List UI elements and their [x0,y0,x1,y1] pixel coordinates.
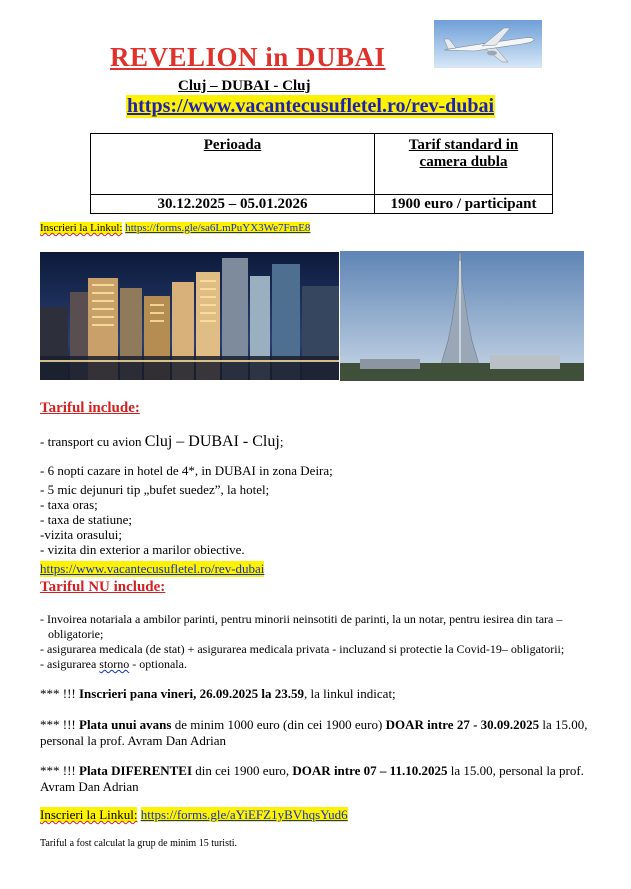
deadline-advance-payment [40,717,610,749]
signup-line-1 [40,222,310,234]
includes-item-transport-text: - transport cu avion [40,434,145,449]
footer-note: Tariful a fost calculat la grup de minim 15 turisti. [40,838,238,849]
deadline-3-rest: la 15.00, personal la prof. [447,763,584,778]
storno-word: storno [99,657,130,671]
signup-label-1: Inscrieri la Linkul: [40,222,123,234]
deadline-2-rest: la 15.00, [539,717,588,732]
deadline-1-prefix: *** !!! [40,686,79,701]
deadline-2-line-2: personal la prof. Avram Dan Adrian [40,733,227,748]
list-item: - 5 mic dejunuri tip „bufet suedez”, la hotel; [40,482,270,497]
excludes-title: Tariful NU include: [40,579,166,595]
rates-table [90,133,553,214]
list-item: - taxa de statiune; [40,512,133,527]
deadline-registration [40,686,396,702]
includes-item-transport-suffix: ; [279,434,284,449]
list-item: - Invoirea notariala a ambilor parinti, pentru minorii neinsotiti de parinti, la un notar, pentru iesirea din tara – [40,612,563,626]
signup-link-2[interactable]: https://forms.gle/aYiEFZ1yBVhqsYud6 [140,807,348,822]
period-header-label: Perioada [203,137,262,153]
signup-label-2: Inscrieri la Linkul: [40,807,138,822]
rate-header-line1: Tarif standard in [408,137,519,153]
list-item: - taxa oras; [40,497,98,512]
deadline-3-line-2: Avram Dan Adrian [40,779,139,794]
deadline-3-bold-2: DOAR intre 07 – 11.10.2025 [292,763,448,778]
deadline-3-bold-1: Plata DIFERENTEI [79,763,193,778]
page-title: REVELION in DUBAI [110,42,386,72]
period-value: 30.12.2025 – 05.01.2026 [91,195,375,214]
includes-list [40,463,333,557]
price-value: 1900 euro / participant [375,195,553,214]
deadline-2-mid: de minim 1000 euro (din cei 1900 euro) [171,717,386,732]
deadline-3-prefix: *** !!! [40,763,79,778]
deadline-2-prefix: *** !!! [40,717,79,732]
list-item: - 6 nopti cazare in hotel de 4*, in DUBAI in zona Deira; [40,463,333,478]
burj-khalifa-photo [340,251,584,381]
list-item: - vizita din exterior a marilor obiective. [40,542,245,557]
list-item: - asigurarea medicala (de stat) + asigurarea medicala privata - incluzand si protectie la Covid-19– obligatorii; [40,642,565,656]
rate-header [375,134,553,195]
airplane-image [434,20,542,68]
signup-line-2 [40,807,348,823]
deadline-2-bold-1: Plata unui avans [79,717,172,732]
deadline-balance-payment [40,763,610,795]
list-item: obligatorie; [48,627,104,641]
excludes-list [40,612,610,672]
deadline-3-mid: din cei 1900 euro, [192,763,293,778]
storno-suffix: - optionala. [129,657,187,671]
includes-title: Tariful include: [40,400,140,416]
includes-website-link[interactable]: https://www.vacantecusufletel.ro/rev-dubai [40,561,265,576]
website-link[interactable]: https://www.vacantecusufletel.ro/rev-dubai [127,95,495,117]
deadline-1-bold: Inscrieri pana vineri, 26.09.2025 la 23.59 [79,686,304,701]
signup-link-1[interactable]: https://forms.gle/sa6LmPuYX3We7FmE8 [125,222,311,234]
deadline-2-bold-2: DOAR intre 27 - 30.09.2025 [385,717,540,732]
storno-prefix: - asigurarea [40,657,100,671]
deadline-1-rest: , la linkul indicat; [303,686,396,701]
includes-item-transport-route: Cluj – DUBAI - Cluj [144,433,280,450]
list-item [40,657,610,672]
route-subtitle: Cluj – DUBAI - Cluj [178,78,311,94]
rate-header-line2: camera dubla [419,154,508,170]
dubai-night-skyline-photo [40,252,339,380]
period-header [91,134,375,195]
includes-item-transport [40,433,283,451]
list-item: -vizita orasului; [40,527,122,542]
